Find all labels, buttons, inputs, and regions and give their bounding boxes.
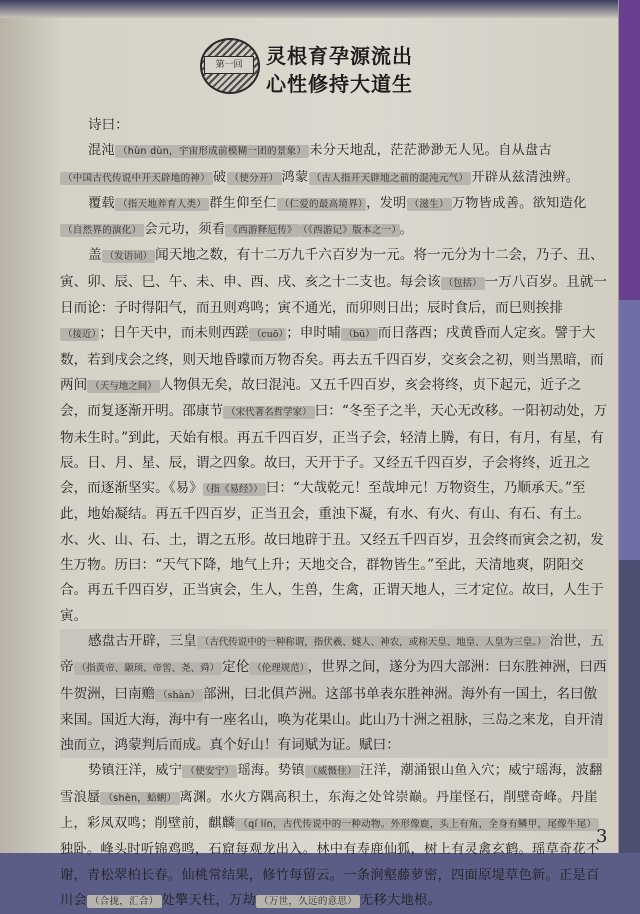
text-run: 瑶海。势镇 (237, 763, 305, 779)
annotation: （指黄帝、颛顼、帝喾、尧、舜） (74, 662, 223, 675)
text-run: 部洲，曰北俱芦洲。这部书单表东胜神洲。海外有一国土，名曰傲来国。国近大海，海中有一座名山，唤为花果山。此山乃十洲之祖脉，三岛之来龙，自开清浊而立，鸿蒙判后而成。真个好山！有词赋为证。赋曰： (60, 685, 604, 754)
annotation: （shàn） (155, 689, 203, 702)
annotation: （中国古代传说中开天辟地的神） (60, 172, 213, 185)
text-run: 无移大地根。 (360, 892, 441, 908)
page-top-shadow (0, 0, 618, 18)
text-run: 人物俱无矣，故曰混沌。又五千四百岁，亥会将终，贞下起元，近子之会，而复逐渐开明。邵康节 (60, 376, 582, 420)
annotation: （合拢，汇合） (87, 895, 162, 908)
poem-stanza-1 (60, 138, 608, 191)
text-run: 未分天地乱，茫茫渺渺无人见。自从盘古 (309, 143, 553, 159)
text-run: 汪洋，潮涌银山鱼入穴；威宁瑶海，波翻雪浪蜃 (60, 763, 603, 805)
text-run: 离渊。水火方隅高积土，东海之处耸崇巅。丹崖怪石，削壁奇峰。丹崖上，彩凤双鸣；削壁前，麒麟 (60, 789, 598, 832)
annotation: （滋生） (407, 198, 452, 211)
text-run: 独卧。峰头时听锦鸡鸣，石窟每观龙出入。林中有寿鹿仙狐，树上有灵禽玄鹤。瑶草奇花不谢，青松翠柏长春。仙桃常结果，修竹每留云。一条涧壑藤萝密，四面原堤草色新。正是百川会 (60, 842, 600, 908)
text-run: 而日落酉；戌黄昏而人定亥。譬于大数，若到戌会之终，则天地昏曚而万物否矣。再去五千四百岁，交亥会之初，则当黑暗，而两间 (60, 325, 604, 393)
text-run: 。 (399, 222, 414, 238)
text-run: 闻天地之数，有十二万九千六百岁为一元。将一元分为十二会，乃子、丑、寅、卯、辰、巳、午、未、申、酉、戌、亥之十二支也。每会该 (60, 247, 604, 290)
paragraph-rhapsody (60, 758, 608, 914)
text-run: 鸿蒙 (281, 169, 309, 185)
annotation: （万世，久远的意思） (256, 895, 360, 908)
poem-stanza-2 (60, 191, 608, 244)
annotation: （宋代著名哲学家） (223, 406, 315, 419)
chapter-title-line2: 心性修持大道生 (266, 72, 413, 96)
paragraph-four-continents (60, 629, 608, 758)
text-run: ，发明 (366, 195, 407, 211)
text-run: 势镇汪洋，威宁 (88, 763, 183, 779)
text-run: 一万八百岁。且就一日而论：子时得阳气，而丑则鸡鸣；寅不通光，而卯则日出；辰时食后，而巳则挨排 (60, 273, 607, 317)
annotation: （自然界的演化） (60, 224, 144, 237)
text-run: 混沌 (88, 143, 115, 159)
text-run: 万物皆成善。欲知造化 (451, 195, 587, 211)
annotation: 《西游释厄传》 (225, 224, 300, 237)
chapter-label: 第一回 (204, 56, 254, 74)
text-run: 定伦 (222, 659, 250, 676)
text-run: 破 (213, 169, 227, 185)
chapter-body (60, 113, 608, 914)
annotation: （《西游记》版本之一） (300, 224, 400, 237)
text-run: 群生仰至仁 (209, 195, 277, 211)
text-run: 曰：“大哉乾元！至哉坤元！万物资生，乃顺承天。”至此，地始凝结。再五千四百岁，正当丑会，重浊下凝，有水、有火、有山、有石、有土。水、火、山、石、土，谓之五形。故曰地辟于丑。又经五千四百岁，丑会终而寅会之初，发生万物。历曰：“天气下降，地气上升；天地交合，群物皆生。”至此，天清地爽，阴阳交合。再五千四百岁，正当寅会，生人，生兽，生禽，正谓天地人，三才定位。故曰，人生于寅。 (60, 480, 604, 624)
annotation: （古人指开天辟地之前的混沌元气） (309, 172, 472, 185)
annotation: （发语词） (102, 250, 156, 263)
text-run: 盖 (88, 247, 102, 264)
paragraph-cosmology (60, 243, 608, 628)
text-run: 曰：“冬至子之半，天心无改移。一阳初动处，万物未生时。”到此，天始有根。再五千四百岁，正当子会，轻清上腾，有日，有月，有星，有辰。日、月、星、辰，谓之四象。故曰，天开于子。又经五千四百岁，子会将终，近丑之会，而逐渐坚实。《易》 (60, 403, 608, 497)
annotation: （指天地养育人类） (115, 198, 209, 211)
text-run: 处擎天柱，万劫 (161, 892, 257, 908)
annotation: （shèn，蛤蜊） (100, 792, 179, 805)
chapter-title-line1: 灵根育孕源流出 (266, 44, 413, 68)
page-number: 3 (596, 826, 608, 847)
annotation: （cuō） (249, 328, 286, 341)
text-run: ，世界之间，遂分为四大部洲：曰东胜神洲，曰西牛贺洲，曰南赡 (60, 659, 607, 702)
text-run: ；日午天中，而未则西蹉 (99, 325, 249, 342)
annotation: （伦理规范） (249, 662, 307, 675)
text-run: 感盘古开辟，三皇 (88, 632, 197, 649)
annotation: （古代传说中的一种称谓，指伏羲、燧人、神农，或称天皇、地皇、人皇为三皇。） (197, 636, 550, 649)
annotation: （包括） (441, 277, 485, 290)
annotation: （仁爱的最高境界） (277, 198, 366, 211)
annotation: （天与地之间） (87, 380, 160, 393)
chapter-emblem (200, 38, 260, 94)
text-run: 开辟从兹清浊辨。 (471, 169, 580, 185)
text-run: 治世，五帝 (60, 632, 604, 676)
text-run: ；申时晡 (286, 325, 341, 342)
poem-intro: 诗曰： (88, 117, 129, 133)
annotation: （bū） (341, 328, 378, 341)
annotation: （hùn dùn，宇宙形成前模糊一团的景象） (115, 145, 309, 158)
text-run: 覆载 (88, 195, 115, 211)
chapter-title (266, 42, 413, 98)
annotation: （指《易经》） (203, 483, 266, 496)
text-run: 会元功，须看 (144, 222, 226, 238)
annotation: （使安宁） (182, 765, 237, 778)
annotation: （qí lín，古代传说中的一种动物。外形像鹿，头上有角，全身有鳞甲，尾像牛尾） (235, 818, 599, 831)
annotation: （威慑住） (305, 765, 360, 778)
annotation: （使分开） (227, 172, 282, 185)
annotation: （接近） (60, 328, 99, 341)
